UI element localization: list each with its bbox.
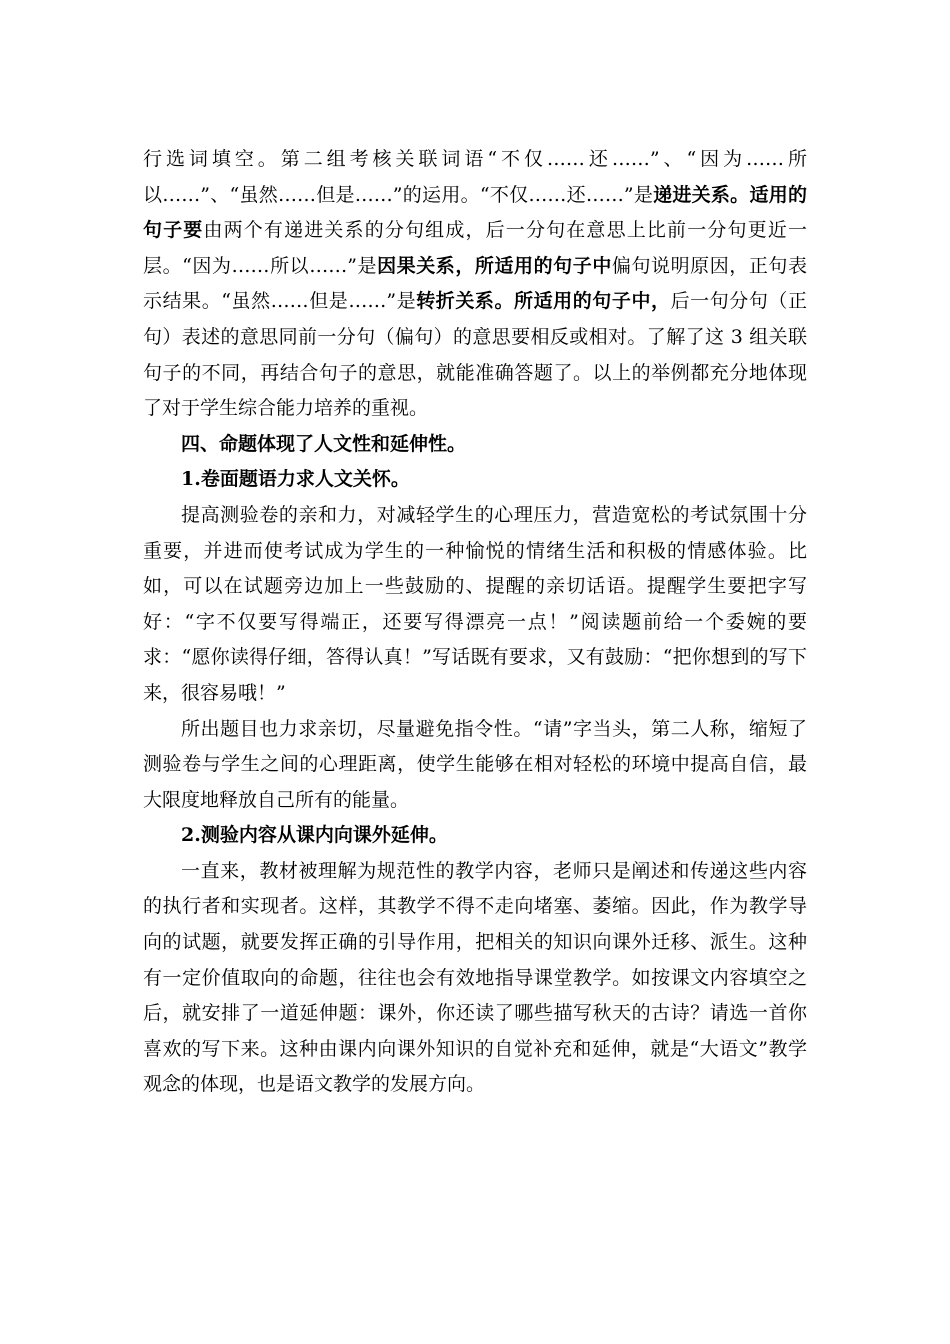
paragraph-friendly-questions: 所出题目也力求亲切，尽量避免指令性。“请”字当头，第二人称，缩短了测验卷与学生之间的心理距离，使学生能够在相对轻松的环境中提高自信，最大限度地释放自己所有的能量。 bbox=[143, 717, 807, 811]
subsection-heading-1: 1.卷面题语力求人文关怀。 bbox=[181, 468, 410, 491]
paragraph-text: 偏句说明原因，正句表示结果。“虽然……但是……”是 bbox=[143, 254, 807, 313]
bold-phrase-adversative: 转折关系。所适用的句子中， bbox=[416, 290, 671, 313]
subsection-heading-2: 2.测验内容从课内向课外延伸。 bbox=[181, 824, 448, 847]
paragraph-conjunctions bbox=[143, 142, 807, 427]
paragraph-text: 由两个有递进关系的分句组成，后一分句在意思上比前一分句更近一层。“因为……所以……”是 bbox=[143, 219, 807, 277]
paragraph-humanistic-care: 提高测验卷的亲和力，对减轻学生的心理压力，营造宽松的考试氛围十分重要，并进而使考试成为学生的一种愉悦的情绪生活和积极的情感体验。比如，可以在试题旁边加上一些鼓励的、提醒的亲切话语。提醒学生要把字写好：“字不仅要写得端正，还要写得漂亮一点！”阅读题前给一个委婉的要求：“愿你读得仔细，答得认真！”写话既有要求，又有鼓励：“把你想到的写下来，很容易哦！” bbox=[143, 503, 807, 704]
paragraph-text: 后一句分句（正句）表述的意思同前一分句（偏句）的意思要相反或相对。了解了这 3 组关联句子的不同，再结合句子的意思，就能准确答题了。以上的举例都充分地体现了对于学生综合能力培养的重视。 bbox=[143, 290, 807, 420]
paragraph-extension: 一直来，教材被理解为规范性的教学内容，老师只是阐述和传递这些内容的执行者和实现者。这样，其教学不得不走向堵塞、萎缩。因此，作为教学导向的试题，就要发挥正确的引导作用，把相关的知识向课外迁移、派生。这种有一定价值取向的命题，往往也会有效地指导课堂教学。如按课文内容填空之后，就安排了一道延伸题：课外，你还读了哪些描写秋天的古诗？请选一首你喜欢的写下来。这种由课内向课外知识的自觉补充和延伸，就是“大语文”教学观念的体现，也是语文教学的发展方向。 bbox=[143, 859, 807, 1096]
document-page bbox=[143, 142, 807, 1103]
section-heading-4: 四、命题体现了人文性和延伸性。 bbox=[181, 432, 467, 455]
bold-phrase-causal: 因果关系，所适用的句子中 bbox=[377, 254, 612, 277]
paragraph-text: 行选词填空。第二组考核关联词语“不仅……还……”、“因为……所以……”、“虽然……但是……”的运用。“不仅……还……”是 bbox=[143, 148, 807, 206]
bold-phrase-progressive: 递进关系。适用的句子要 bbox=[143, 183, 807, 242]
